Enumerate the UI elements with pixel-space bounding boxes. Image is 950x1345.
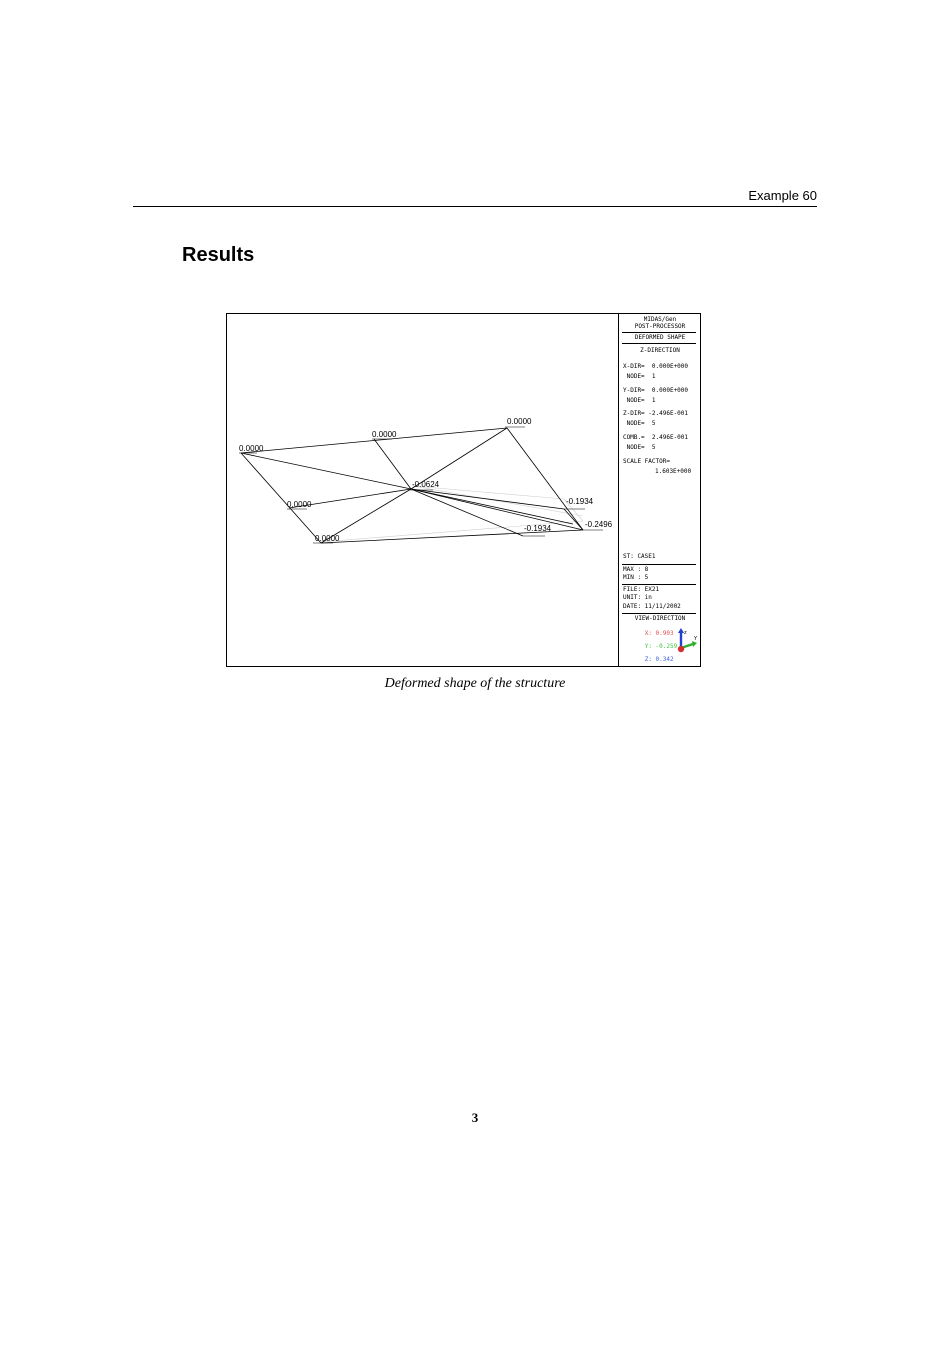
panel-y-node: NODE= 1 (623, 397, 656, 404)
panel-z-dir: Z-DIR= -2.496E-001 (623, 410, 689, 417)
panel-min: MIN : 5 (623, 574, 649, 581)
deformed-shape-viewport (227, 314, 617, 666)
view-y-label: Y : (645, 643, 656, 650)
view-y-value: -0.259 (655, 643, 678, 650)
view-z-value: 0.342 (655, 656, 674, 663)
node-label: 0.0000 (372, 430, 397, 439)
panel-direction: Z-DIRECTION (640, 347, 680, 354)
panel-x-node: NODE= 1 (623, 373, 656, 380)
axis-triad-icon (673, 628, 699, 656)
panel-comb-node: NODE= 5 (623, 444, 656, 451)
panel-scale-factor-value: 1.603E+000 (655, 468, 692, 475)
running-header: Example 60 (748, 188, 817, 203)
panel-date: DATE: 11/11/2002 (623, 603, 681, 610)
panel-file: FILE: EX21 (623, 586, 660, 593)
node-label: -0.1934 (566, 497, 594, 506)
panel-divider (622, 613, 696, 614)
panel-result-type: DEFORMED SHAPE (634, 334, 686, 341)
panel-divider (622, 343, 696, 344)
node-label: 0.0000 (315, 534, 340, 543)
view-z-label: Z : (645, 656, 656, 663)
node-label: -0.0624 (412, 480, 440, 489)
panel-scale-factor-label: SCALE FACTOR= (623, 458, 670, 465)
node-label: 0.0000 (239, 444, 264, 453)
svg-text:Y: Y (694, 636, 698, 642)
panel-load-case: ST: CASE1 (623, 553, 656, 560)
panel-y-dir: Y-DIR= 0.000E+000 (623, 387, 689, 394)
node-label: 0.0000 (507, 417, 532, 426)
node-label: 0.0000 (287, 500, 312, 509)
figure-frame (226, 313, 701, 667)
view-x-label: X : (645, 630, 656, 637)
view-z-row (623, 651, 674, 667)
panel-divider (622, 564, 696, 565)
figure-caption: Deformed shape of the structure (384, 676, 566, 691)
panel-program: MIDAS/Gen (643, 316, 677, 323)
svg-text:z: z (684, 630, 687, 636)
panel-x-dir: X-DIR= 0.000E+000 (623, 363, 689, 370)
node-label: -0.1934 (524, 524, 552, 533)
panel-divider (622, 584, 696, 585)
result-info-panel (618, 314, 701, 666)
panel-z-node: NODE= 5 (623, 420, 656, 427)
panel-module: POST-PROCESSOR (634, 323, 686, 330)
view-x-value: 0.903 (655, 630, 674, 637)
panel-comb: COMB.= 2.496E-001 (623, 434, 689, 441)
page-number: 3 (471, 1110, 479, 1125)
panel-max: MAX : 8 (623, 566, 649, 573)
node-label: -0.2496 (585, 520, 613, 529)
panel-divider (622, 332, 696, 333)
panel-view-direction: VIEW-DIRECTION (634, 615, 686, 622)
header-rule (133, 206, 817, 207)
section-heading: Results (182, 244, 255, 266)
panel-unit: UNIT: in (623, 594, 652, 601)
